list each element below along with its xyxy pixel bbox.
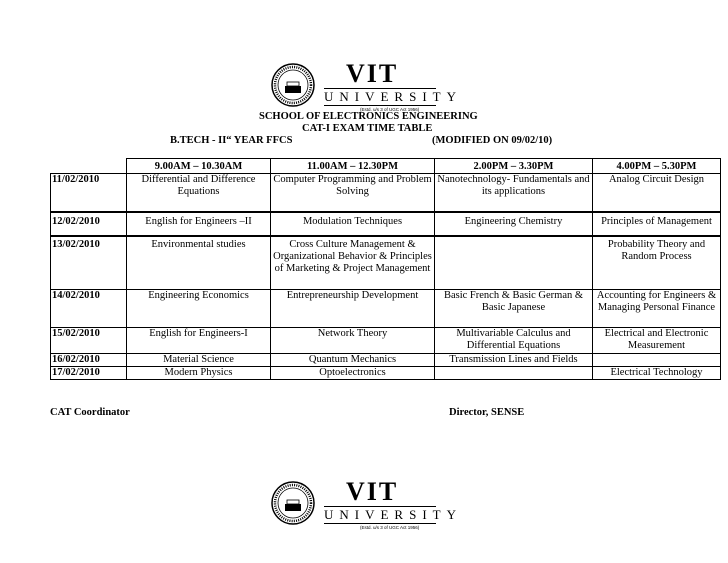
date-cell: 16/02/2010 xyxy=(51,354,127,367)
slot-header: 2.00PM – 3.30PM xyxy=(435,159,593,174)
exam-cell xyxy=(435,236,593,290)
exam-cell: Material Science xyxy=(127,354,271,367)
exam-cell: English for Engineers –II xyxy=(127,212,271,236)
university-logo-bottom xyxy=(270,477,462,530)
date-cell: 17/02/2010 xyxy=(51,367,127,380)
exam-cell: Engineering Economics xyxy=(127,290,271,328)
exam-cell: Transmission Lines and Fields xyxy=(435,354,593,367)
table-row xyxy=(51,367,721,380)
university-seal-icon xyxy=(270,480,316,526)
exam-cell: Engineering Chemistry xyxy=(435,212,593,236)
exam-cell: Nanotechnology- Fundamentals and its applications xyxy=(435,174,593,212)
table-row xyxy=(51,236,721,290)
exam-title: CAT-I EXAM TIME TABLE xyxy=(302,123,433,134)
exam-timetable xyxy=(50,158,721,380)
modified-date: (MODIFIED ON 09/02/10) xyxy=(432,135,553,146)
exam-cell: Environmental studies xyxy=(127,236,271,290)
table-row xyxy=(51,354,721,367)
exam-cell: Optoelectronics xyxy=(271,367,435,380)
exam-cell: Cross Culture Management & Organizational Behavior & Principles of Marketing & Project Management xyxy=(271,236,435,290)
university-logo-top xyxy=(270,59,462,112)
exam-cell: Multivariable Calculus and Differential Equations xyxy=(435,328,593,354)
exam-cell: Analog Circuit Design xyxy=(593,174,721,212)
slot-header: 4.00PM – 5.30PM xyxy=(593,159,721,174)
exam-cell: Modern Physics xyxy=(127,367,271,380)
header-row xyxy=(51,159,721,174)
brand-est: (Estd. u/s 3 of UGC Act 1956) xyxy=(360,525,420,530)
exam-cell: Electrical and Electronic Measurement xyxy=(593,328,721,354)
date-header xyxy=(51,159,127,174)
exam-cell: Network Theory xyxy=(271,328,435,354)
exam-cell: Accounting for Engineers & Managing Personal Finance xyxy=(593,290,721,328)
exam-cell: Probability Theory and Random Process xyxy=(593,236,721,290)
date-cell: 12/02/2010 xyxy=(51,212,127,236)
brand-university: UNIVERSITY xyxy=(324,89,462,104)
director-signature: Director, SENSE xyxy=(449,407,525,418)
exam-cell: Modulation Techniques xyxy=(271,212,435,236)
date-cell: 15/02/2010 xyxy=(51,328,127,354)
table-row xyxy=(51,328,721,354)
brand-text xyxy=(324,477,462,530)
exam-cell: Differential and Difference Equations xyxy=(127,174,271,212)
brand-name: VIT xyxy=(346,477,399,506)
exam-cell: Principles of Management xyxy=(593,212,721,236)
brand-university: UNIVERSITY xyxy=(324,507,462,522)
exam-cell: English for Engineers-I xyxy=(127,328,271,354)
table-row xyxy=(51,174,721,212)
slot-header: 11.00AM – 12.30PM xyxy=(271,159,435,174)
school-name: SCHOOL OF ELECTRONICS ENGINEERING xyxy=(259,111,478,122)
program-label: B.TECH - II“ YEAR FFCS xyxy=(170,135,293,146)
slot-header: 9.00AM – 10.30AM xyxy=(127,159,271,174)
exam-cell: Computer Programming and Problem Solving xyxy=(271,174,435,212)
brand-name: VIT xyxy=(346,59,399,88)
exam-cell: Basic French & Basic German & Basic Japanese xyxy=(435,290,593,328)
table-row xyxy=(51,212,721,236)
table-row xyxy=(51,290,721,328)
brand-text xyxy=(324,59,462,112)
exam-cell: Electrical Technology xyxy=(593,367,721,380)
date-cell: 11/02/2010 xyxy=(51,174,127,212)
exam-cell xyxy=(435,367,593,380)
university-seal-icon xyxy=(270,62,316,108)
brand-est: (Estd. u/s 3 of UGC Act 1956) xyxy=(360,107,420,112)
cat-coordinator-signature: CAT Coordinator xyxy=(50,407,130,418)
exam-cell xyxy=(593,354,721,367)
date-cell: 13/02/2010 xyxy=(51,236,127,290)
exam-cell: Entrepreneurship Development xyxy=(271,290,435,328)
exam-cell: Quantum Mechanics xyxy=(271,354,435,367)
date-cell: 14/02/2010 xyxy=(51,290,127,328)
